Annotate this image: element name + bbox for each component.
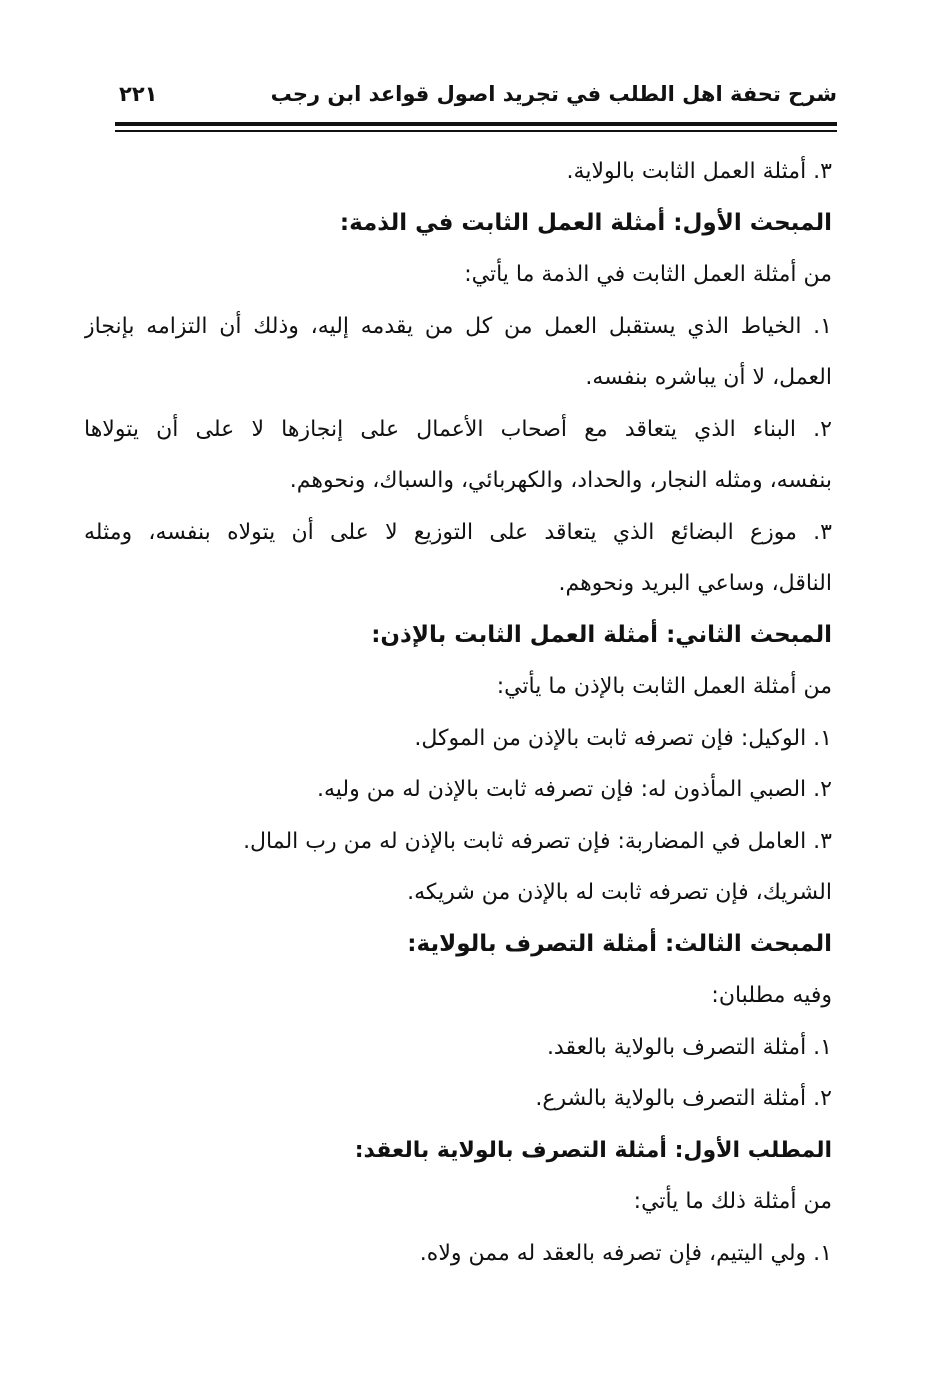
header-rule-thick <box>115 122 837 126</box>
section-heading-1: المبحث الأول: أمثلة العمل الثابت في الذمة: <box>339 209 832 236</box>
paragraph-line: ٣. موزع البضائع الذي يتعاقد على التوزيع لا على أن يتولاه بنفسه، ومثله <box>84 519 832 545</box>
list-item: ١. أمثلة التصرف بالولاية بالعقد. <box>546 1034 832 1060</box>
list-item: ١. الوكيل: فإن تصرفه ثابت بالإذن من الموكل. <box>414 725 832 751</box>
intro-line-3: وفيه مطلبان: <box>711 983 832 1008</box>
running-title: شرح تحفة اهل الطلب في تجريد اصول قواعد ابن رجب <box>270 82 837 106</box>
list-item: ٢. الصبي المأذون له: فإن تصرفه ثابت بالإذن له من وليه. <box>316 777 832 802</box>
list-item: ٣. العامل في المضاربة: فإن تصرفه ثابت بالإذن له من رب المال. <box>243 828 832 854</box>
list-item: ١. ولي اليتيم، فإن تصرفه بالعقد له ممن ولاه. <box>419 1240 832 1266</box>
subsection-heading-1: المطلب الأول: أمثلة التصرف بالولاية بالعقد: <box>354 1137 832 1163</box>
section-heading-3: المبحث الثالث: أمثلة التصرف بالولاية: <box>407 930 832 957</box>
list-item: الشريك، فإن تصرفه ثابت له بالإذن من شريكه. <box>407 880 832 905</box>
page-number: ٢٢١ <box>119 82 158 106</box>
intro-line-4: من أمثلة ذلك ما يأتي: <box>633 1189 832 1214</box>
list-item-3-intro: ٣. أمثلة العمل الثابت بالولاية. <box>566 159 832 184</box>
intro-line-1: من أمثلة العمل الثابت في الذمة ما يأتي: <box>464 262 832 287</box>
paragraph-line: بنفسه، ومثله النجار، والحداد، والكهربائي، والسباك، ونحوهم. <box>289 468 832 493</box>
paragraph-line: ٢. البناء الذي يتعاقد مع أصحاب الأعمال على إنجازها لا على أن يتولاها <box>84 416 832 442</box>
intro-line-2: من أمثلة العمل الثابت بالإذن ما يأتي: <box>496 674 832 699</box>
paragraph-line: العمل، لا أن يباشره بنفسه. <box>585 365 832 390</box>
paragraph-line: ١. الخياط الذي يستقبل العمل من كل من يقدمه إليه، وذلك أن التزامه بإنجاز <box>84 313 832 339</box>
header-rule-thin <box>115 130 837 132</box>
page-header <box>115 82 837 112</box>
page-body <box>84 146 832 1279</box>
paragraph-line: الناقل، وساعي البريد ونحوهم. <box>558 571 832 596</box>
section-heading-2: المبحث الثاني: أمثلة العمل الثابت بالإذن: <box>371 621 832 648</box>
list-item: ٢. أمثلة التصرف بالولاية بالشرع. <box>535 1086 832 1111</box>
